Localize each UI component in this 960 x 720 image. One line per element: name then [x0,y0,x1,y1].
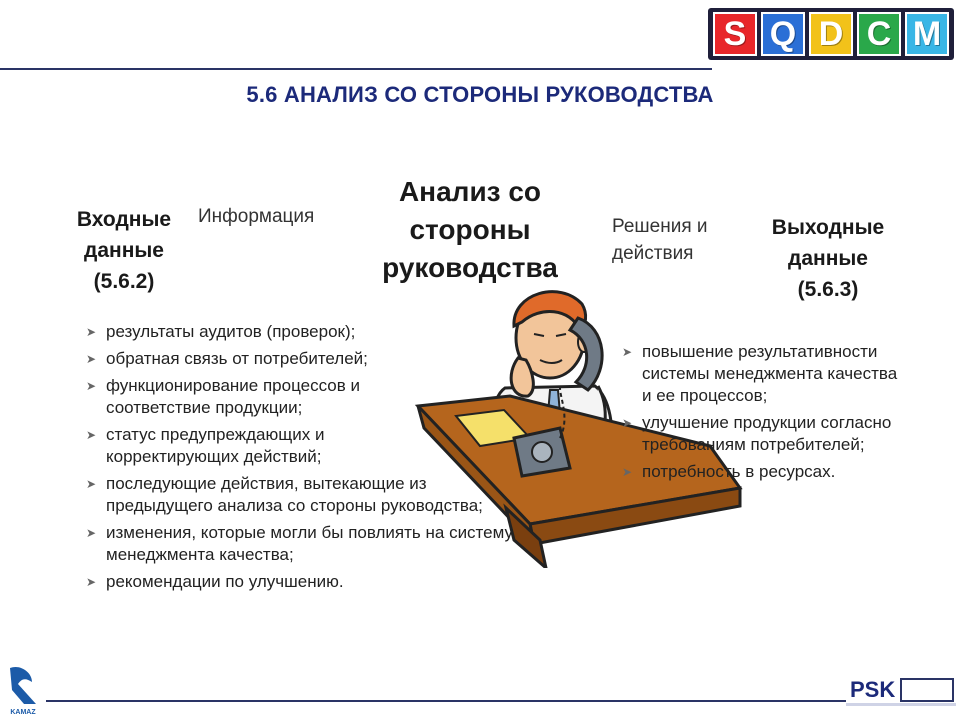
inputs-list [86,321,513,598]
page-title: 5.6 АНАЛИЗ СО СТОРОНЫ РУКОВОДСТВА [246,82,714,107]
list-item: ➤ последующие действия, вытекающие из предыдущего анализа со стороны руководства; [86,474,483,515]
kamaz-logo-text: KAMAZ [10,709,36,716]
chevron-right-icon: ➤ [622,345,633,359]
list-item: ➤ изменения, которые могли бы повлиять на систему менеджмента качества; [86,523,513,564]
center-heading-line2: стороны [409,214,531,245]
chevron-right-icon: ➤ [86,526,97,540]
chevron-right-icon: ➤ [86,325,97,339]
output-heading-line2: данные [788,247,868,270]
psk-logo-underline [846,703,956,706]
output-heading-line3: (5.6.3) [797,278,859,301]
kamaz-logo [6,664,40,716]
list-item: ➤ рекомендации по улучшению. [86,572,344,591]
psk-logo: PSK [850,677,896,702]
decisions-label-line2: действия [612,243,694,264]
header-divider [0,68,712,70]
chevron-right-icon: ➤ [622,416,633,430]
list-item: ➤ результаты аудитов (проверок); [86,322,356,341]
outputs-list [622,341,902,488]
decisions-label [612,213,708,267]
sqdcm-badge-strip [708,8,954,60]
input-heading-line1: Входные [76,208,172,231]
input-heading-line3: (5.6.2) [93,270,155,293]
badge-c: C [857,12,901,56]
badge-m: M [905,12,949,56]
information-label: Информация [198,206,315,227]
output-heading-line1: Выходные [771,216,885,239]
list-item: ➤ потребность в ресурсах. [622,462,836,481]
chevron-right-icon: ➤ [86,352,97,366]
decisions-label-line1: Решения и [612,216,708,237]
footer-divider [46,700,846,702]
center-heading [360,173,580,287]
psk-logo-box [900,678,954,702]
output-heading [748,212,908,305]
center-heading-line1: Анализ со [398,176,542,207]
chevron-right-icon: ➤ [86,428,97,442]
chevron-right-icon: ➤ [622,465,633,479]
input-heading [54,204,194,297]
badge-q: Q [761,12,805,56]
list-item: ➤ обратная связь от потребителей; [86,349,368,368]
list-item: ➤ статус предупреждающих и корректирующих действий; [86,425,325,466]
badge-d: D [809,12,853,56]
list-item: ➤ улучшение продукции согласно требованиям потребителей; [622,413,892,454]
chevron-right-icon: ➤ [86,477,97,491]
chevron-right-icon: ➤ [86,575,97,589]
list-item: ➤ функционирование процессов и соответствие продукции; [86,376,360,417]
center-heading-line3: руководства [382,252,558,283]
badge-s: S [713,12,757,56]
chevron-right-icon: ➤ [86,379,97,393]
input-heading-line2: данные [84,239,164,262]
list-item: ➤ повышение результативности системы менеджмента качества и ее процессов; [622,342,898,405]
